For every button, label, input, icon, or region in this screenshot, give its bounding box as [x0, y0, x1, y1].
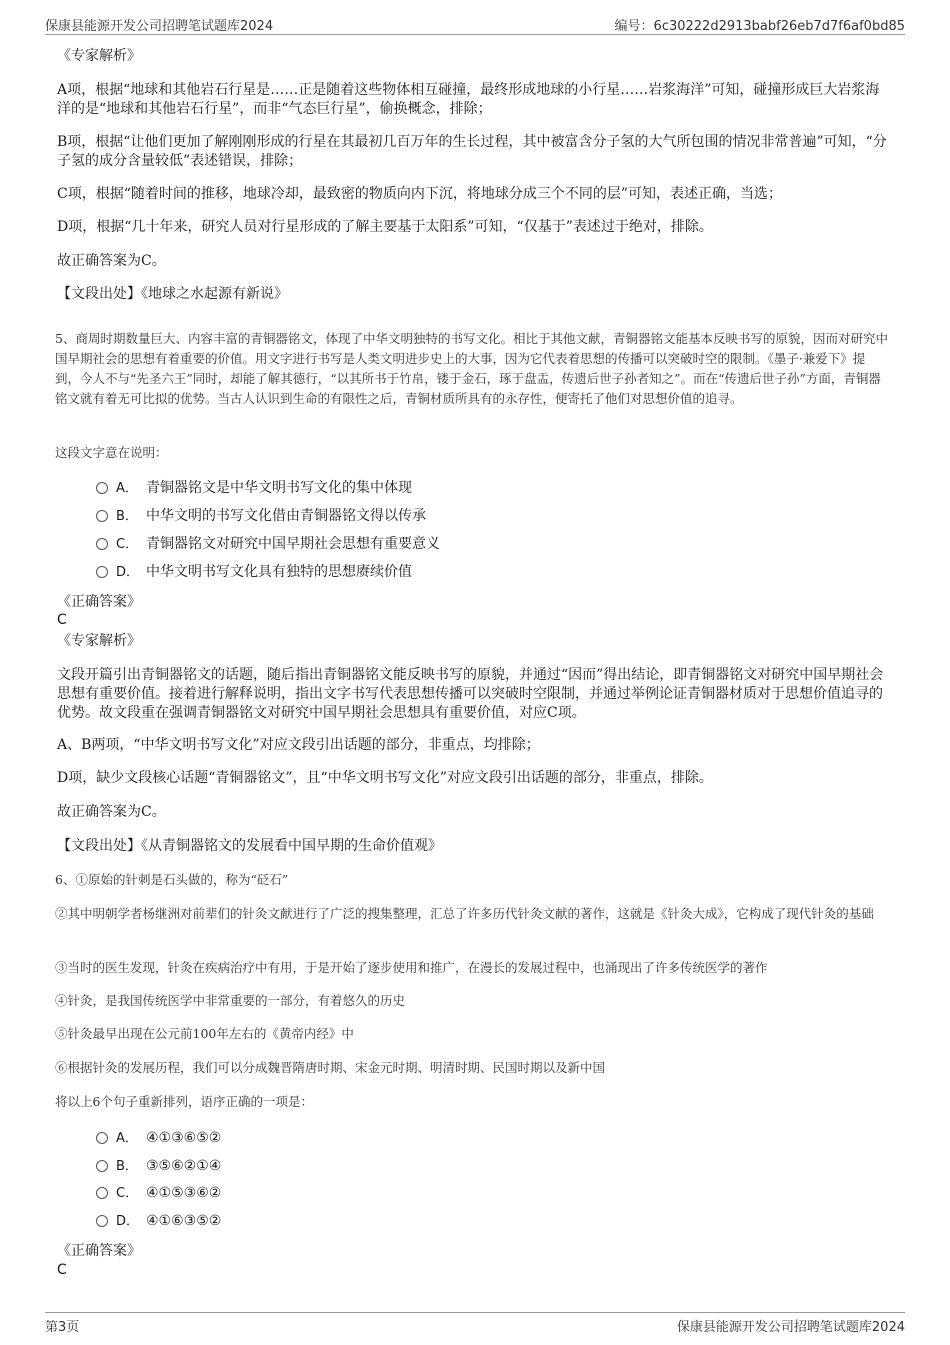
- q4-expert-label: 《专家解析》: [57, 48, 141, 64]
- q5-stem: 5、商周时期数量巨大、内容丰富的青铜器铭文，体现了中华文明独特的书写文化。相比于其他文献，青铜器铭文能基本反映书写的原貌，因而对研究中国早期社会的思想有着重要的价值。用文字进行书写是人类文明进步史上的大事，因为它代表着思想的传播可以突破时空的限制。《墨子·兼爱下》提到，今人不与“先圣六王”同时，却能了解其德行，“以其所书于竹帛，镂于金石，琢于盘盂，传遗后世子孙者知之”。而在“传遗后世子孙”方面，青铜器铭文就有着无可比拟的优势。当古人认识到生命的有限性之后，青铜材质所具有的永存性，便寄托了他们对思想价值的追寻。: [55, 331, 888, 406]
- radio-icon[interactable]: [96, 1187, 108, 1199]
- q5-option-b[interactable]: B． 中华文明的书写文化借由青铜器铭文得以传承: [96, 506, 426, 526]
- q4-source: 【文段出处】《地球之水起源有新说》: [57, 286, 288, 302]
- q6-question: 将以上6个句子重新排列，语序正确的一项是：: [55, 1094, 313, 1109]
- q5-source: 【文段出处】《从青铜器铭文的发展看中国早期的生命价值观》: [57, 838, 442, 854]
- q5-analysis-ab: A、B两项，“中华文明书写文化”对应文段引出话题的部分，非重点，均排除；: [57, 737, 540, 753]
- radio-icon[interactable]: [96, 566, 108, 578]
- footer-title: 保康县能源开发公司招聘笔试题库2024: [676, 1320, 905, 1335]
- q6-option-a[interactable]: A． ④①③⑥⑤②: [96, 1128, 221, 1148]
- q5-conclusion: 故正确答案为C。: [57, 804, 166, 820]
- page-footer: [45, 1312, 905, 1335]
- radio-icon[interactable]: [96, 482, 108, 494]
- q5-question: 这段文字意在说明：: [55, 445, 168, 460]
- radio-icon[interactable]: [96, 1160, 108, 1172]
- q6-sentence-1: 6、①原始的针刺是石头做的，称为“砭石”: [55, 872, 289, 887]
- radio-icon[interactable]: [96, 510, 108, 522]
- q6-sentence-5: ⑤针灸最早出现在公元前100年左右的《黄帝内经》中: [55, 1026, 354, 1041]
- q4-conclusion: 故正确答案为C。: [57, 253, 166, 269]
- q4-analysis-a: A项，根据“地球和其他岩石行星是……正是随着这些物体相互碰撞，最终形成地球的小行星……岩浆海洋”可知，碰撞形成巨大岩浆海洋的是“地球和其他岩石行星”，而非“气态巨行星”，偷换概念，排除；: [57, 82, 880, 117]
- q5-analysis-d: D项，缺少文段核心话题“青铜器铭文”，且“中华文明书写文化”对应文段引出话题的部分，非重点，排除。: [57, 770, 713, 786]
- q5-option-a[interactable]: A． 青铜器铭文是中华文明书写文化的集中体现: [96, 478, 412, 498]
- q6-sentence-2: ②其中明朝学者杨继洲对前辈们的针灸文献进行了广泛的搜集整理，汇总了许多历代针灸文献的著作，这就是《针灸大成》，它构成了现代针灸的基础: [55, 906, 874, 921]
- q4-analysis-d: D项，根据“几十年来，研究人员对行星形成的了解主要基于太阳系”可知，“仅基于”表述过于绝对，排除。: [57, 219, 713, 235]
- q6-sentence-6: ⑥根据针灸的发展历程，我们可以分成魏晋隋唐时期、宋金元时期、明清时期、民国时期以及新中国: [55, 1060, 606, 1075]
- radio-icon[interactable]: [96, 1215, 108, 1227]
- q4-analysis-b: B项，根据“让他们更加了解刚刚形成的行星在其最初几百万年的生长过程，其中被富含分子氢的大气所包围的情况非常普遍”可知，“分子氢的成分含量较低”表述错误，排除；: [57, 134, 887, 169]
- q5-option-d[interactable]: D． 中华文明书写文化具有独特的思想赓续价值: [96, 562, 412, 582]
- q6-option-b[interactable]: B． ③⑤⑥②①④: [96, 1156, 221, 1176]
- q6-answer-label: 《正确答案》: [57, 1243, 141, 1259]
- q5-answer: C: [57, 612, 67, 628]
- q6-option-d[interactable]: D． ④①⑥③⑤②: [96, 1211, 221, 1231]
- page-header: [45, 12, 905, 35]
- page-number: 第3页: [45, 1320, 80, 1335]
- q6-answer: C: [57, 1262, 67, 1278]
- q5-analysis-main: 文段开篇引出青铜器铭文的话题，随后指出青铜器铭文能反映书写的原貌，并通过“因而”得出结论，即青铜器铭文对研究中国早期社会思想有重要价值。接着进行解释说明，指出文字书写代表思想传播可以突破时空限制，并通过举例论证青铜器材质对于思想价值追寻的优势。故文段重在强调青铜器铭文对研究中国早期社会思想具有重要价值，对应C项。: [57, 667, 884, 721]
- radio-icon[interactable]: [96, 538, 108, 550]
- q4-analysis-c: C项，根据“随着时间的推移，地球冷却，最致密的物质向内下沉，将地球分成三个不同的层”可知，表述正确，当选；: [57, 186, 783, 202]
- q6-sentence-3: ③当时的医生发现，针灸在疾病治疗中有用，于是开始了逐步使用和推广，在漫长的发展过程中，也涌现出了许多传统医学的著作: [55, 960, 768, 975]
- q5-option-c[interactable]: C． 青铜器铭文对研究中国早期社会思想有重要意义: [96, 534, 440, 554]
- radio-icon[interactable]: [96, 1132, 108, 1144]
- header-title: 保康县能源开发公司招聘笔试题库2024: [45, 19, 274, 34]
- header-serial: 编号：6c30222d2913babf26eb7d7f6af0bd85: [614, 19, 905, 34]
- q5-expert-label: 《专家解析》: [57, 633, 141, 649]
- q5-answer-label: 《正确答案》: [57, 594, 141, 610]
- q6-option-c[interactable]: C． ④①⑤③⑥②: [96, 1183, 221, 1203]
- q6-sentence-4: ④针灸，是我国传统医学中非常重要的一部分，有着悠久的历史: [55, 993, 406, 1008]
